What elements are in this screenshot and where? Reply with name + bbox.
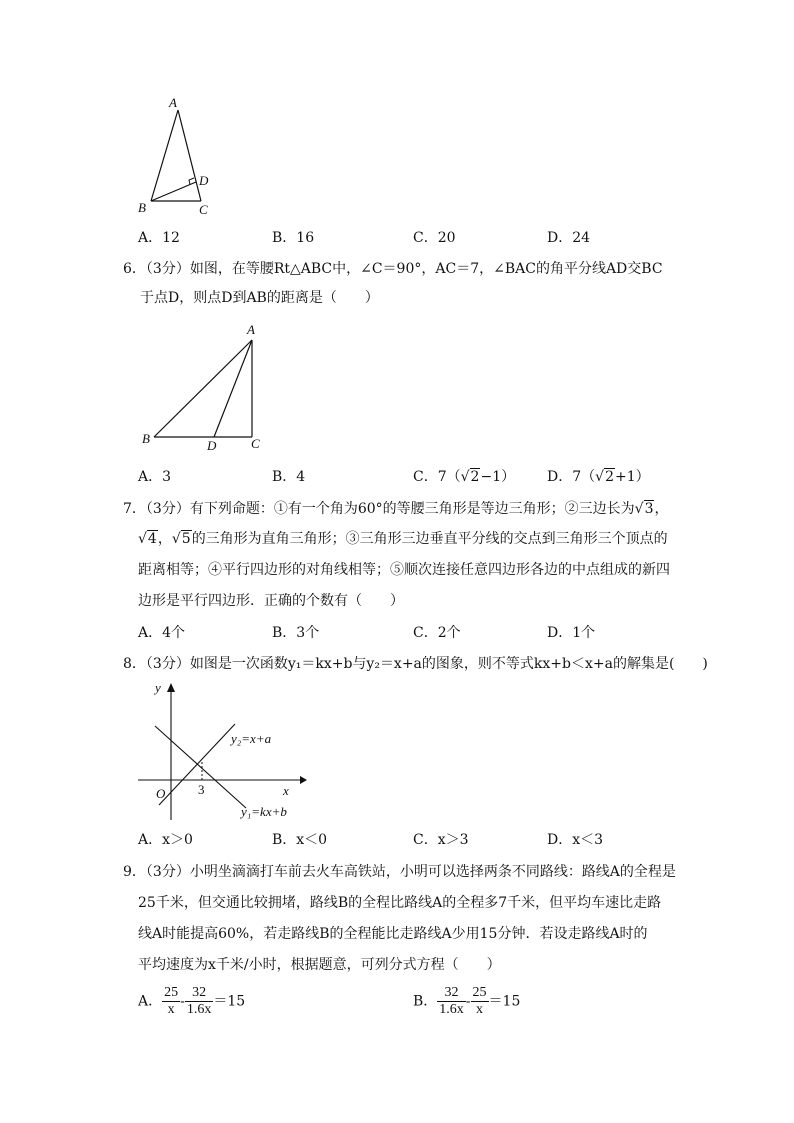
- q8-option-d: D．x＜3: [547, 832, 604, 848]
- q9-option-a-rhs: ＝15: [213, 993, 246, 1010]
- q7-stem-line3: 距离相等；④平行四边形的对角线相等；⑤顺次连接任意四边形各边的中点组成的新四: [138, 562, 670, 578]
- q9-option-a-den1: x: [167, 1002, 175, 1017]
- q7-line1-post: ，: [654, 501, 669, 517]
- q9-option-b-den1: 1.6x: [439, 1002, 464, 1017]
- q8-axis-x-label: x: [283, 783, 289, 798]
- q7-sqrt3: √3: [634, 501, 654, 517]
- q7-sqrt4-radicand: 4: [147, 531, 157, 547]
- q5-option-b: B．16: [272, 230, 315, 246]
- q9-option-b: [413, 985, 520, 1018]
- q6-stem-line2: 于点D，则点D到AB的距离是（ ）: [140, 290, 379, 306]
- q7-option-c: C．2个: [413, 625, 461, 641]
- q8-option-b: B．x＜0: [272, 832, 328, 848]
- q9-option-b-label: B．: [413, 993, 438, 1010]
- q7-option-b: B．3个: [272, 625, 320, 641]
- q9-option-a-frac1: [162, 985, 180, 1018]
- q9-stem-line4: 平均速度为x千米/小时，根据题意，可列分式方程（ ）: [138, 957, 501, 973]
- q7-option-a: A．4个: [138, 625, 186, 641]
- q7-line2-post: 的三角形为直角三角形；③三角形三边垂直平分线的交点到三角形三个顶点的: [191, 531, 668, 547]
- q7-sqrt5-radicand: 5: [181, 531, 191, 547]
- q7-line2-mid: ，: [157, 531, 172, 547]
- q5-option-c: C．20: [413, 230, 456, 246]
- q9-option-b-rhs: ＝15: [488, 993, 521, 1010]
- q9-option-a-num1: 25: [164, 985, 179, 1000]
- q9-option-b-minus: -: [465, 993, 471, 1010]
- q5-label-d: D: [199, 173, 209, 188]
- q5-triangle-figure: [135, 95, 235, 215]
- q5-option-d: D．24: [547, 230, 591, 246]
- q5-label-a: A: [169, 95, 177, 110]
- q7-sqrt3-radicand: 3: [644, 501, 654, 517]
- q6-option-d-pre: D．7（: [547, 469, 596, 485]
- q9-option-a-den2: 1.6x: [186, 1002, 212, 1017]
- q9-option-a-frac2: [185, 985, 214, 1018]
- q5-label-c: C: [199, 202, 208, 217]
- q6-label-c: C: [251, 436, 260, 451]
- q5-label-b: B: [138, 200, 146, 215]
- q6-option-d: [547, 467, 650, 487]
- q6-option-c-radicand: 2: [470, 469, 480, 485]
- q5-option-a: A．12: [138, 230, 180, 246]
- q7-sqrt5: √5: [171, 531, 191, 547]
- q7-line1-pre: 7．（3分）有下列命题：①有一个角为60°的等腰三角形是等边三角形；②三边长为: [123, 501, 635, 517]
- q8-stem: 8．（3分）如图是一次函数y₁＝kx+b与y₂＝x+a的图象，则不等式kx+b＜x+a的解集是( ): [123, 656, 708, 672]
- q8-option-a: A．x＞0: [138, 832, 193, 848]
- q7-sqrt4: √4: [138, 531, 157, 547]
- q9-stem-line2: 25千米，但交通比较拥堵，路线B的全程比路线A的全程多7千米，但平均车速比走路: [138, 895, 662, 911]
- q9-option-b-num2: 25: [472, 985, 487, 1000]
- q9-option-a-num2: 32: [185, 985, 214, 1002]
- q9-option-b-den2: x: [476, 1002, 484, 1017]
- q8-axis-y-label: y: [155, 680, 161, 695]
- q7-stem-line4: 边形是平行四边形．正确的个数有（ ）: [138, 593, 404, 609]
- q6-option-d-post: +1）: [614, 469, 650, 485]
- q9-option-a: [138, 985, 245, 1018]
- q6-option-c: [413, 467, 515, 487]
- q6-option-c-post: −1）: [480, 469, 516, 485]
- q6-option-b: B．4: [272, 469, 306, 485]
- q7-stem-line2: [138, 529, 668, 549]
- q8-origin-label: O: [156, 786, 166, 801]
- q6-option-c-sqrt: √2: [460, 469, 480, 485]
- q6-triangle-figure: [138, 320, 278, 453]
- q9-option-b-frac1: [437, 985, 466, 1018]
- q9-option-b-num1: 32: [437, 985, 466, 1002]
- q6-label-b: B: [142, 431, 150, 446]
- q6-stem-line1: 6．（3分）如图，在等腰Rt△ABC中，∠C＝90°，AC＝7，∠BAC的角平分线AD交BC: [123, 261, 663, 277]
- q7-option-d: D．1个: [547, 625, 596, 641]
- q8-graph-figure: [135, 680, 315, 830]
- q9-stem-line1: 9．（3分）小明坐滴滴打车前去火车高铁站，小明可以选择两条不同路线：路线A的全程是: [123, 864, 676, 880]
- q8-line-y1-label: y₁=kx+b: [241, 804, 287, 819]
- q6-option-d-radicand: 2: [605, 469, 614, 485]
- q8-line-y2-label: y₂=x+a: [231, 731, 272, 746]
- q9-option-b-frac2: [471, 985, 489, 1018]
- q9-option-a-minus: -: [180, 993, 185, 1010]
- q8-option-c: C．x＞3: [413, 832, 469, 848]
- q9-stem-line3: 线A时能提高60%，若走路线B的全程能比走路线A少用15分钟．若设走路线A时的: [138, 926, 648, 942]
- q6-option-a: A．3: [138, 469, 172, 485]
- q7-stem-line1: [123, 499, 668, 519]
- q9-option-a-label: A．: [138, 993, 163, 1010]
- q6-label-d: D: [207, 438, 217, 453]
- q6-option-c-pre: C．7（: [413, 469, 461, 485]
- q8-tick-3-label: 3: [198, 782, 205, 797]
- q6-label-a: A: [247, 322, 255, 337]
- q6-option-d-sqrt: √2: [595, 469, 614, 485]
